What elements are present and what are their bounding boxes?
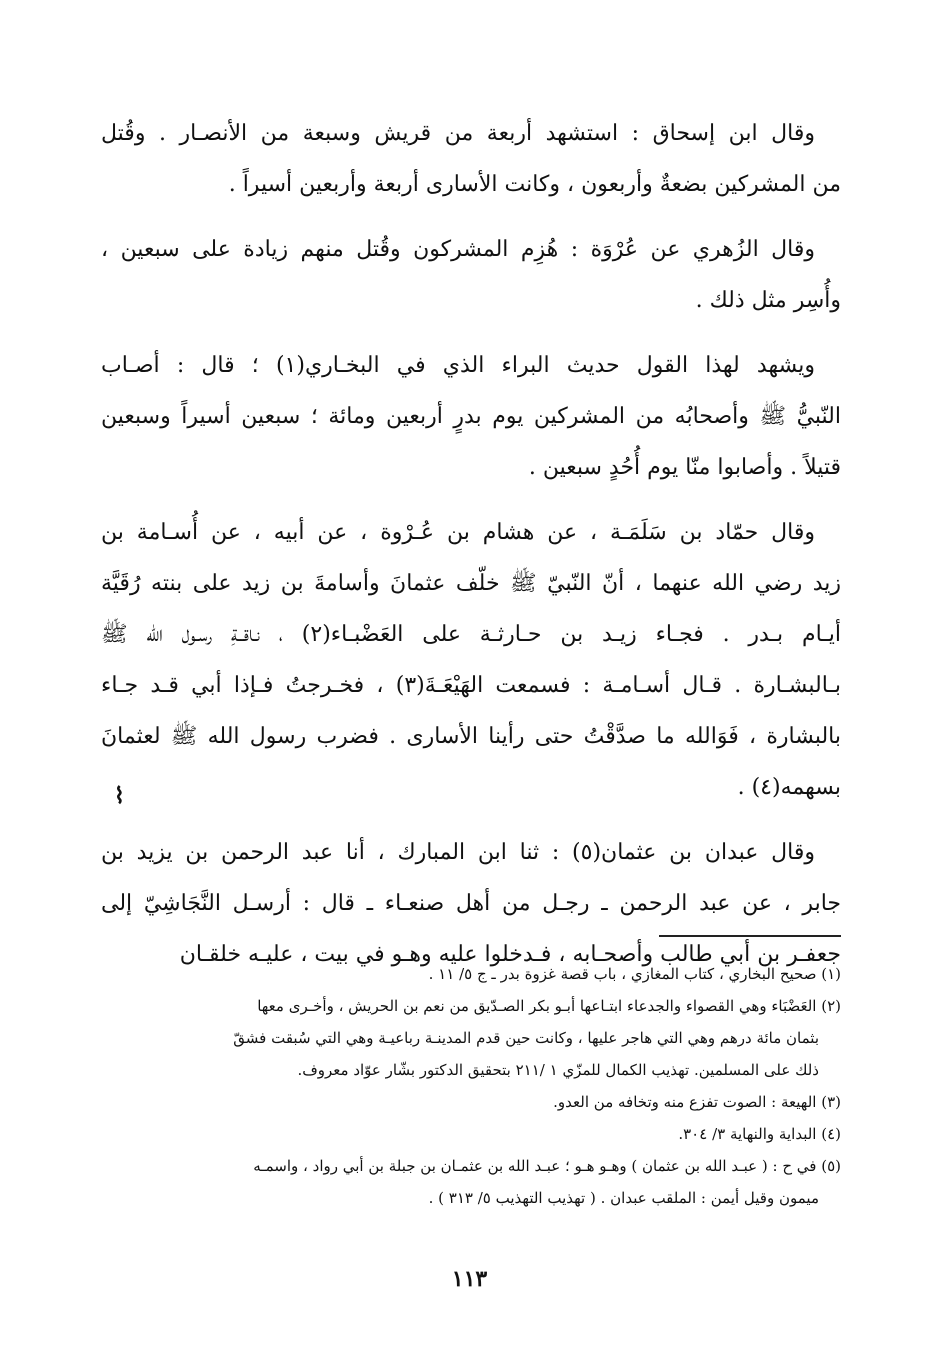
text-line: ويشهد لهذا القول حديث البراء الذي في البخـاري(١) ؛ قال : أصـاب <box>101 353 815 378</box>
margin-mark: ⌇ <box>114 783 125 809</box>
footnote-line: (٥) في ح : ( عبـد الله بن عثمان ) وهـو هـو ؛ عبـد الله بن عثمـان بن جبلة بن أبي رواد ، واسمـه <box>253 1157 841 1175</box>
text-line: قتيلاً . وأصابوا منّا يوم أُحُدٍ سبعين . <box>528 455 841 480</box>
text-line: وقال الزُهري عن عُرْوَة : هُزِم المشركون وقُتل منهم زيادة على سبعين ، <box>101 237 815 262</box>
paragraph <box>101 224 841 326</box>
footnote <box>96 1150 841 1214</box>
footnote <box>96 990 841 1086</box>
text-line: بـالبشـارة . قـال أسـامـة : فسمعت الهَيْعَـةَ(٣) ، فخـرجتُ فـإذا أبي قـد جـاء <box>101 673 841 698</box>
text-line: وقال عبدان بن عثمان(٥) : ثنا ابن المبارك ، أنا عبد الرحمن بن يزيد بن <box>101 840 815 865</box>
footnote-line: (٣) الهيعة : الصوت تفزع منه وتخافه من العدو. <box>553 1093 841 1111</box>
footnotes <box>96 958 841 1214</box>
text-line: من المشركين بضعةٌ وأربعون ، وكانت الأسارى أربعة وأربعين أسيراً . <box>228 172 841 197</box>
text-line: وقال حمّاد بن سَلَمَـة ، عن هشام بن عُـرْوة ، عن أبيه ، عن أُسـامة بن <box>101 520 815 545</box>
text-line: جعفـر بن أبي طالب وأصحـابه ، فـدخلوا عليه وهـو في بيت ، عليـه خلقـان <box>179 942 841 967</box>
text-line: وأُسِر مثل ذلك . <box>695 288 841 313</box>
footnote-line: ذلك على المسلمين. تهذيب الكمال للمزّي ١ /٢١١ بتحقيق الدكتور بشّار عوّاد معروف. <box>297 1061 819 1079</box>
text-line: بسهمه(٤) . <box>737 775 841 800</box>
paragraph <box>101 507 841 813</box>
footnote-line: (٢) العَضْبَاء وهي القصواء والجدعاء ابتـاعها أبـو بكر الصـدّيق من نعم بن الحريش ، وأخـرى معها <box>257 997 841 1015</box>
footnote <box>96 958 841 990</box>
footnote-line: ميمون وقيل أيمن : الملقب عبدان . ( تهذيب التهذيب ٥/ ٣١٣ ) . <box>428 1189 819 1207</box>
text-line: زيد رضي الله عنهما ، أنّ النّبيّ ﷺ خلّف عثمانَ وأسامةَ بن زيد على بنته رُقَيَّة <box>101 571 841 596</box>
footnote-line: (٤) البداية والنهاية ٣/ ٣٠٤. <box>678 1125 841 1143</box>
paragraph <box>101 340 841 493</box>
text-line: النّبيُّ ﷺ وأصحابُه من المشركين يوم بدرٍ أربعين ومائة ؛ سبعين أسيراً وسبعين <box>101 404 841 429</box>
text-line: جابر ، عن عبد الرحمن ـ رجـل من أهل صنعـاء ـ قال : أرسـل النَّجَاشِيّ إلى <box>101 891 841 916</box>
text-line: بالبشارة ، فَوَالله ما صدَّقْتُ حتى رأينا الأسارى . فضرب رسول الله ﷺ لعثمانَ <box>101 724 841 749</box>
footnote-line: (١) صحيح البخاري ، كتاب المغازي ، باب قصة غزوة بدر ـ ج ٥/ ١١ . <box>428 965 841 983</box>
footnote <box>96 1086 841 1118</box>
text-line: وقال ابن إسحاق : استشهد أربعة من قريش وسبعة من الأنصـار . وقُتل <box>101 121 815 146</box>
paragraph <box>101 108 841 210</box>
text-line: أيـام بـدر . فجـاء زيـد بن حـارثـة على العَضْبـاء(٢) ، نـاقــةِ رسـول الله ﷺ <box>101 622 841 647</box>
page-number: ١١٣ <box>451 1266 488 1292</box>
footnote-line: بثمان مائة درهم وهي التي هاجر عليها ، وكانت حين قدم المدينـة رباعيـة وهي التي سُبقت فشقّ <box>233 1029 819 1047</box>
footnote <box>96 1118 841 1150</box>
footnote-separator <box>659 935 841 937</box>
main-text <box>101 108 841 994</box>
